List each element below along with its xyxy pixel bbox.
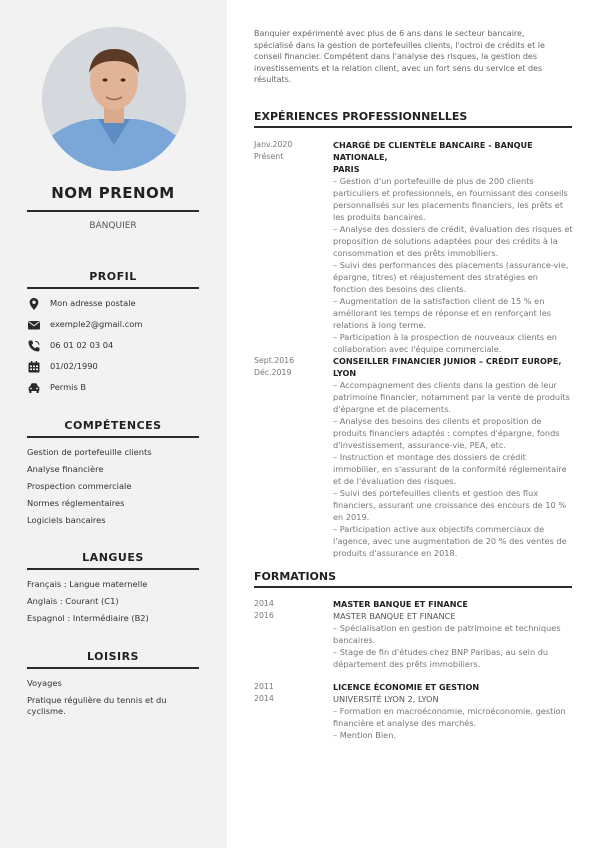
location-pin-icon	[27, 297, 41, 311]
experience-heading: EXPÉRIENCES PROFESSIONNELLES	[254, 110, 468, 123]
list-item: Logiciels bancaires	[27, 515, 106, 525]
list-item: Voyages	[27, 678, 62, 688]
education-heading: FORMATIONS	[254, 570, 337, 583]
skills-list	[27, 447, 199, 526]
car-icon	[27, 381, 41, 395]
hobbies-divider	[27, 667, 199, 669]
profile-photo	[42, 27, 186, 171]
education-divider	[254, 586, 572, 588]
languages-heading: LANGUES	[82, 551, 144, 564]
hobbies-heading: LOISIRS	[87, 650, 139, 663]
languages-list	[27, 579, 199, 624]
entry-title: LICENCE ÉCONOMIE ET GESTION	[333, 682, 480, 692]
list-item: Gestion de portefeuille clients	[27, 447, 152, 457]
list-item: cyclisme.	[27, 706, 66, 716]
list-item: Anglais : Courant (C1)	[27, 596, 119, 606]
entry-title: CHARGÉ DE CLIENTÈLE BANCAIRE - BANQUE NATIONALE,	[333, 140, 533, 162]
entry-dates: Sept.2016 Déc.2019	[254, 356, 295, 377]
entry-dates: 2011 2014	[254, 682, 274, 703]
list-item: Français : Langue maternelle	[27, 579, 148, 589]
calendar-icon	[27, 360, 41, 374]
entry-body: CHARGÉ DE CLIENTÈLE BANCAIRE - BANQUE NATIONALE, PARIS – Gestion d'un portefeuille de plus de 200 clients particuliers et professionnels, en fournissant des conseils personnalisés sur les placements financiers, les prêts et les produits bancaires. – Analyse des dossiers de crédit, évaluation des risques et proposition de solutions adaptées pour des crédits à la consommation et des prêts immobiliers. – Suivi des performances des placements (assurance-vie, épargne, titres) et réajustement des stratégies en fonction des besoins des clients. – Augmentation de la satisfaction client de 15 % en améliorant les temps de réponse et en renforçant les relations à long terme. – Participation à la prospection de nouveaux clients en collaboration avec l'équipe commerciale.	[333, 140, 573, 354]
entry-body: CONSEILLER FINANCIER JUNIOR – CRÉDIT EUROPE, LYON – Accompagnement des clients dans la gestion de leur patrimoine financier, notamment par la vente de produits d'épargne et de placements. – Analyse des besoins des clients et proposition de produits financiers adaptés : comptes d'épargne, fonds d'investissement, assurance-vie, PEA, etc. – Instruction et montage des dossiers de crédit immobilier, en s'assurant de la conformité réglementaire et de l'évaluation des risques. – Suivi des portefeuilles clients et gestion des flux financiers, assurant une croissance des encours de 10 % en 2019. – Participation active aux objectifs commerciaux de l'agence, avec une augmentation de 20 % des ventes de produits d'assurance en 2018.	[333, 355, 573, 559]
name-divider	[27, 210, 199, 212]
profile-summary: Banquier expérimenté avec plus de 6 ans dans le secteur bancaire, spécialisé dans la gestion de portefeuilles clients, l'octroi de crédits et le conseil financier. Compétent dans l'analyse des risques, la gestion des investissements et la relation client, avec un fort sens du service et des résultats.	[254, 29, 545, 85]
experience-divider	[254, 126, 572, 128]
skills-divider	[27, 436, 199, 438]
entry-dates: Janv.2020 Présent	[254, 140, 293, 161]
candidate-name: NOM PRENOM	[51, 184, 175, 202]
languages-divider	[27, 568, 199, 570]
contact-license: Permis B	[27, 381, 199, 395]
entry-title: PARIS	[333, 164, 360, 174]
skills-heading: COMPÉTENCES	[64, 419, 162, 432]
envelope-icon	[27, 318, 41, 332]
main-content	[254, 0, 572, 848]
hobbies-list	[27, 678, 199, 717]
sidebar	[0, 0, 227, 848]
entry-dates: 2014 2016	[254, 599, 274, 620]
entry-body: MASTER BANQUE ET FINANCE MASTER BANQUE ET FINANCE – Spécialisation en gestion de patrimoine et techniques bancaires. – Stage de fin d'études chez BNP Paribas, au sein du département des prêts immobiliers.	[333, 598, 573, 670]
list-item: Espagnol : Intermédiaire (B2)	[27, 613, 149, 623]
list-item: Normes réglementaires	[27, 498, 125, 508]
contact-phone: 06 01 02 03 04	[27, 339, 199, 353]
list-item: Pratique régulière du tennis et du	[27, 695, 167, 705]
entry-body: LICENCE ÉCONOMIE ET GESTION UNIVERSITÉ LYON 2, LYON – Formation en macroéconomie, microéconomie, gestion financière et analyse des marchés. – Mention Bien.	[333, 681, 573, 741]
profil-heading: PROFIL	[89, 270, 137, 283]
entry-school: MASTER BANQUE ET FINANCE	[333, 611, 456, 621]
contact-birthdate: 01/02/1990	[27, 360, 199, 374]
contact-address: Mon adresse postale	[27, 297, 199, 311]
entry-title: CONSEILLER FINANCIER JUNIOR – CRÉDIT EUROPE, LYON	[333, 356, 562, 378]
list-item: Analyse financière	[27, 464, 104, 474]
entry-title: MASTER BANQUE ET FINANCE	[333, 599, 468, 609]
contact-email: exemple2@gmail.com	[27, 318, 199, 332]
entry-school: UNIVERSITÉ LYON 2, LYON	[333, 694, 439, 704]
phone-icon	[27, 339, 41, 353]
profil-divider	[27, 287, 199, 289]
list-item: Prospection commerciale	[27, 481, 132, 491]
job-title: BANQUIER	[89, 221, 137, 231]
